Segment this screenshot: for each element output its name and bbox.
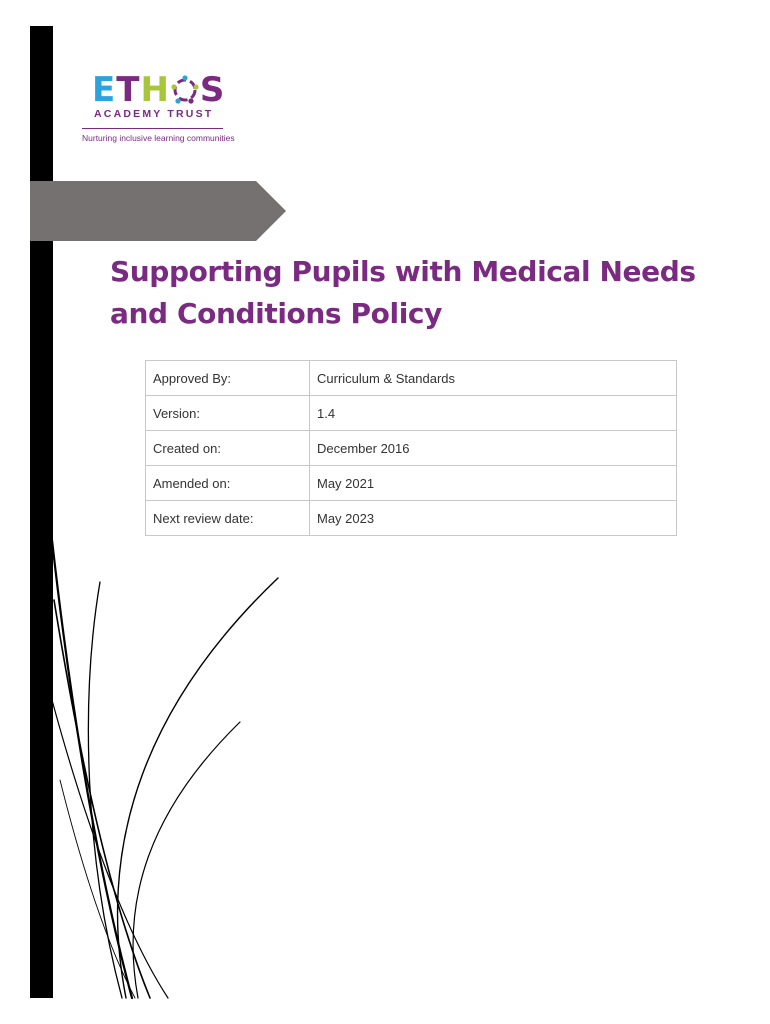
detail-value: May 2023 [310, 501, 677, 536]
detail-label: Amended on: [146, 466, 310, 501]
logo-wordmark: ETH S [92, 70, 226, 110]
detail-value: December 2016 [310, 431, 677, 466]
detail-label: Version: [146, 396, 310, 431]
detail-label: Approved By: [146, 361, 310, 396]
logo-subtitle: ACADEMY TRUST [94, 108, 214, 120]
logo-tagline: Nurturing inclusive learning communities [82, 133, 235, 143]
detail-label: Created on: [146, 431, 310, 466]
detail-label: Next review date: [146, 501, 310, 536]
detail-value: May 2021 [310, 466, 677, 501]
detail-value: 1.4 [310, 396, 677, 431]
page-title: Supporting Pupils with Medical Needs and Conditions Policy [110, 255, 696, 330]
detail-value: Curriculum & Standards [310, 361, 677, 396]
